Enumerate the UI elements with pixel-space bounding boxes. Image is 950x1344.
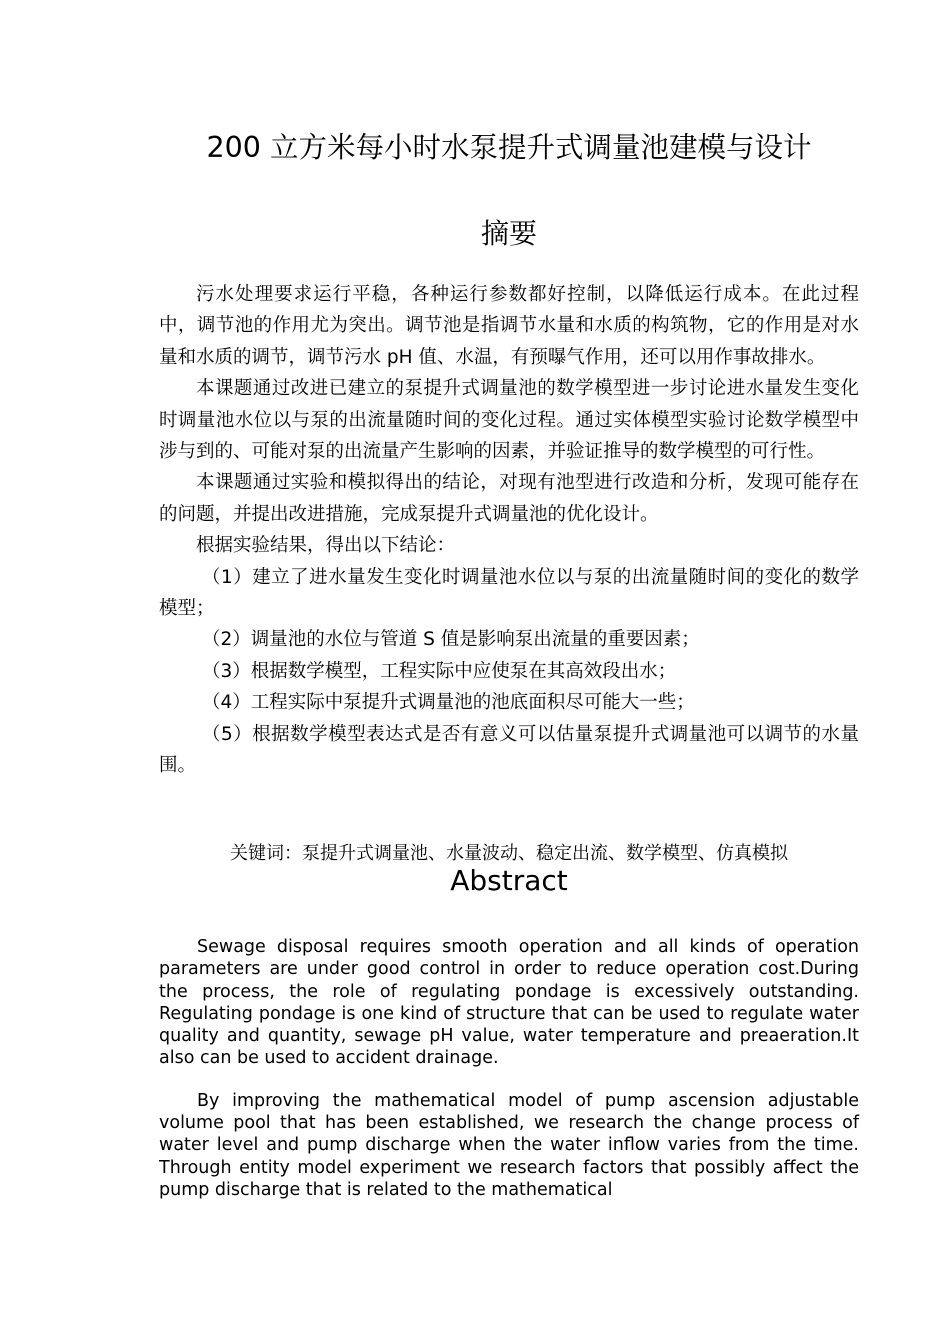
abstract-cn-paragraph-2: 本课题通过改进已建立的泵提升式调量池的数学模型进一步讨论进水量发生变化时调量池水位以与泵的出流量随时间的变化过程。通过实体模型实验讨论数学模型中涉与到的、可能对泵的出流量产生影响的因素，并验证推导的数学模型的可行性。 bbox=[159, 378, 859, 463]
abstract-cn-paragraph-4: 根据实验结果，得出以下结论： bbox=[196, 535, 456, 557]
abstract-en-paragraph-2: By improving the mathematical model of pump ascension adjustable volume pool that has been established, we research the change process of water level and pump discharge when the water inflow varies from the time. Through entity model experiment we research factors that possibly affect the pump discharge that is related to the mathematical bbox=[159, 1090, 859, 1200]
conclusion-item-5: （5）根据数学模型表达式是否有意义可以估量泵提升式调量池可以调节的水量围。 bbox=[159, 723, 859, 777]
conclusion-item-3: （3）根据数学模型，工程实际中应使泵在其高效段出水； bbox=[202, 660, 677, 682]
abstract-cn-paragraph-1: 污水处理要求运行平稳，各种运行参数都好控制，以降低运行成本。在此过程中，调节池的作用尤为突出。调节池是指调节水量和水质的构筑物，它的作用是对水量和水质的调节，调节污水 pH 值、水温，有预曝气作用，还可以用作事故排水。 bbox=[159, 284, 859, 368]
abstract-en-body bbox=[159, 936, 859, 1221]
abstract-cn-paragraph-3: 本课题通过实验和模拟得出的结论，对现有池型进行改造和分析，发现可能存在的问题，并提出改进措施，完成泵提升式调量池的优化设计。 bbox=[159, 472, 859, 525]
abstract-en-paragraph-1: Sewage disposal requires smooth operation and all kinds of operation parameters are under good control in order to reduce operation cost.During the process, the role of regulating pondage is excessively outstanding. Regulating pondage is one kind of structure that can be used to regulate water quality and quantity, sewage pH value, water temperature and preaeration.It also can be used to accident drainage. bbox=[159, 937, 859, 1069]
abstract-cn-heading: 摘要 bbox=[480, 217, 537, 250]
abstract-cn-body bbox=[159, 279, 859, 782]
abstract-en-heading: Abstract bbox=[450, 864, 568, 897]
conclusion-item-2: （2）调量池的水位与管道 S 值是影响泵出流量的重要因素； bbox=[202, 629, 700, 651]
conclusion-item-4: （4）工程实际中泵提升式调量池的池底面积尽可能大一些； bbox=[202, 692, 695, 714]
keywords-line: 关键词：泵提升式调量池、水量波动、稳定出流、数学模型、仿真模拟 bbox=[230, 843, 788, 864]
conclusion-item-1: （1）建立了进水量发生变化时调量池水位以与泵的出流量随时间的变化的数学模型； bbox=[159, 566, 859, 620]
paper-title: 200 立方米每小时水泵提升式调量池建模与设计 bbox=[206, 131, 812, 164]
